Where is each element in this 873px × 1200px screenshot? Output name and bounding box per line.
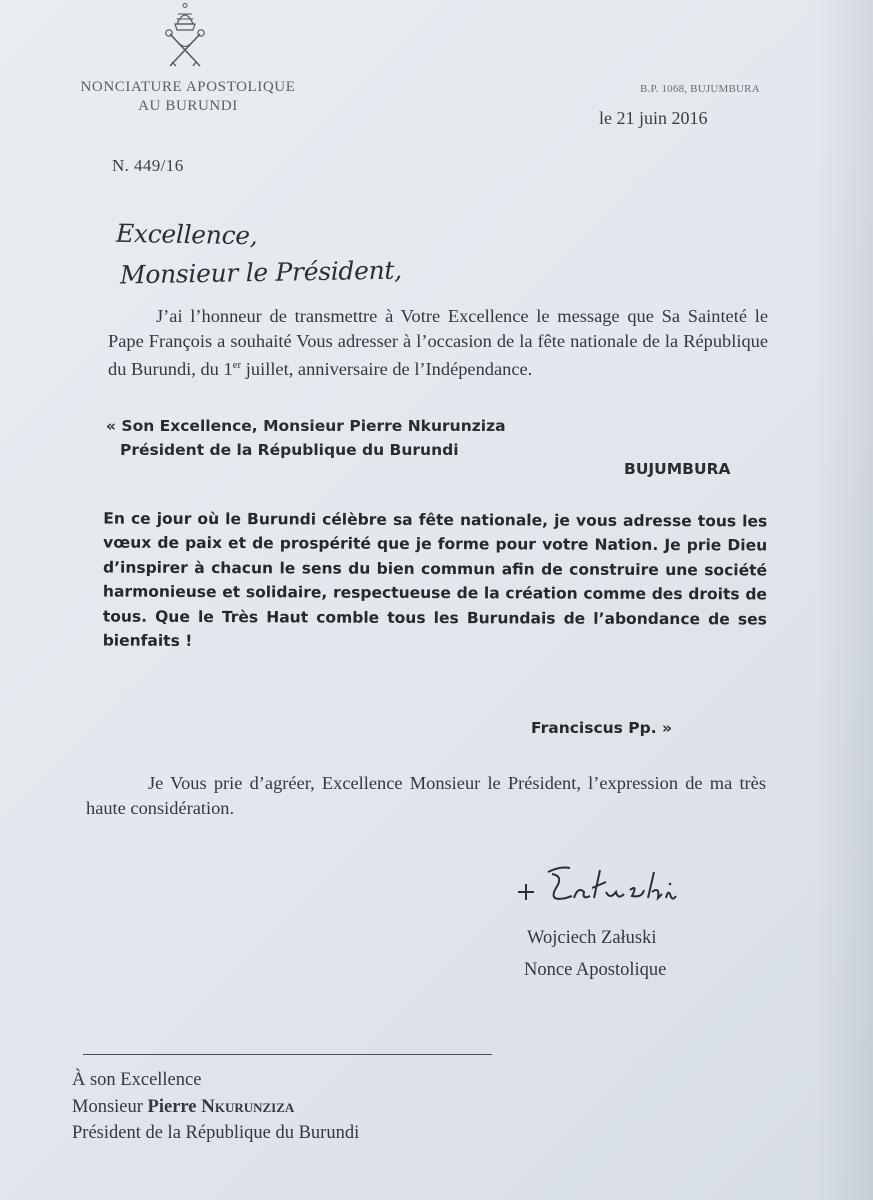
recipient-line-3: Président de la République du Burundi — [72, 1123, 360, 1143]
handwritten-salutation-1: Excellence, — [115, 218, 258, 251]
intro-text: J’ai l’honneur de transmettre à Votre Excellence le message que Sa Sainteté le Pape François a souhaité Vous adresser à l’occasion de la fête nationale de la République du Burundi, du 1 — [108, 306, 768, 380]
recipient-given-name: Pierre — [147, 1097, 197, 1117]
sender-line-1: NONCIATURE APOSTOLIQUE — [80, 79, 296, 95]
message-address-line-2: Président de la République du Burundi — [120, 441, 459, 459]
reference-number: N. 449/16 — [112, 156, 184, 175]
sender-po-box: B.P. 1068, BUJUMBURA — [640, 83, 760, 95]
signer-name: Wojciech Załuski — [527, 928, 657, 948]
intro-superscript: er — [232, 359, 242, 372]
recipient-line-2 — [72, 1096, 294, 1118]
papal-emblem-icon — [160, 2, 210, 70]
recipient-prefix: Monsieur — [72, 1097, 148, 1117]
recipient-surname: Nkurunziza — [201, 1096, 295, 1117]
sender-letterhead — [40, 78, 336, 116]
recipient-line-1: À son Excellence — [72, 1070, 202, 1090]
handwritten-salutation-2: Monsieur le Président, — [119, 255, 403, 290]
intro-text-end: juillet, anniversaire de l’Indépendance. — [241, 359, 533, 380]
message-address-line-1: « Son Excellence, Monsieur Pierre Nkurunziza — [106, 417, 506, 435]
page-shadow — [813, 0, 873, 1200]
divider-line — [83, 1054, 492, 1055]
message-body: En ce jour où le Burundi célèbre sa fête nationale, je vous adresse tous les vœux de paix et de prospérité que je forme pour votre Nation. Je prie Dieu d’inspirer à chacun le sens du bien commun afin de construire une société harmonieuse et solidaire, respectueuse de la création comme des droits de tous. Que le Très Haut comble tous les Burundais de l’abondance de ses bienfaits ! — [102, 509, 768, 650]
handwritten-signature — [512, 858, 702, 920]
intro-paragraph — [108, 304, 768, 382]
message-signoff: Franciscus Pp. » — [531, 719, 673, 737]
message-address-city: BUJUMBURA — [624, 460, 731, 478]
closing-paragraph: Je Vous prie d’agréer, Excellence Monsieur le Président, l’expression de ma très haute considération. — [86, 773, 766, 818]
letter-date: le 21 juin 2016 — [599, 108, 708, 128]
signer-title: Nonce Apostolique — [524, 960, 667, 980]
sender-line-2: AU BURUNDI — [138, 98, 238, 114]
